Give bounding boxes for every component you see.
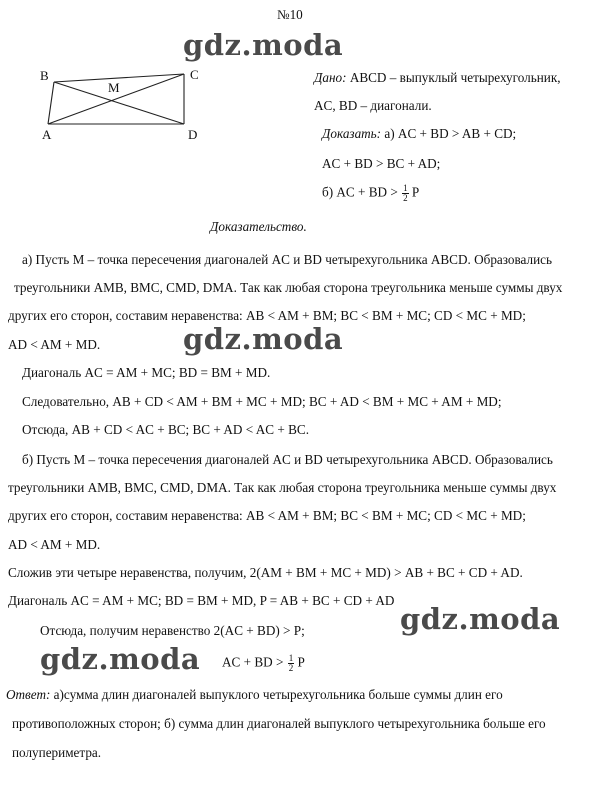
vertex-d-label: D xyxy=(188,127,198,142)
proof-line: AD < AM + MD. xyxy=(8,337,101,352)
watermark-top: gdz.moda xyxy=(183,28,344,62)
given-line-2: AC, BD – диагонали. xyxy=(314,98,432,113)
final-ineq-suffix: P xyxy=(297,654,305,670)
proof-line: Отсюда, AB + CD < AC + BC; BC + AD < AC + BC. xyxy=(22,422,309,437)
proof-line: б) Пусть M – точка пересечения диагоналей AC и BD четырехугольника ABCD. Образовались xyxy=(22,452,553,467)
prove-label: Доказать: xyxy=(322,126,382,141)
prove-b-prefix: б) AC + BD > xyxy=(322,184,398,200)
proof-line: Диагональ AC = AM + MC; BD = BM + MD, P = AB + BC + CD + AD xyxy=(8,593,395,608)
prove-text-1: а) AC + BD > AB + CD; xyxy=(384,126,517,141)
answer-line-3: полупериметра. xyxy=(12,745,102,760)
point-m-label: M xyxy=(108,80,120,95)
proof-line: а) Пусть M – точка пересечения диагоналей AC и BD четырехугольника ABCD. Образовались xyxy=(22,252,553,267)
proof-line: Следовательно, AB + CD < AM + BM + MC + MD; BC + AD < BM + MC + AM + MD; xyxy=(22,394,502,409)
proof-line: треугольники AMB, BMC, CMD, DMA. Так как любая сторона треугольника меньше суммы двух xyxy=(8,480,557,495)
final-ineq-numerator: 1 xyxy=(288,653,294,663)
answer-line-1 xyxy=(6,687,503,703)
answer-text-1: а)сумма длин диагоналей выпуклого четырехугольника больше суммы длин его xyxy=(53,687,503,702)
vertex-b-label: B xyxy=(40,68,49,83)
final-ineq-denominator: 2 xyxy=(288,663,294,673)
proof-line: других его сторон, составим неравенства: AB < AM + BM; BC < BM + MC; CD < MC + MD; xyxy=(8,508,526,523)
proof-line: Отсюда, получим неравенство 2(AC + BD) > P; xyxy=(40,623,305,638)
quadrilateral-diagram xyxy=(38,66,208,146)
watermark-middle: gdz.moda xyxy=(183,322,344,356)
final-ineq-prefix: AC + BD > xyxy=(222,654,284,670)
given-text-1: ABCD – выпуклый четырехугольник, xyxy=(349,70,561,85)
vertex-c-label: C xyxy=(190,67,199,82)
prove-line-3 xyxy=(322,184,419,203)
proof-line: AD < AM + MD. xyxy=(8,537,101,552)
prove-line-2: AC + BD > BC + AD; xyxy=(322,156,441,171)
proof-line: треугольники AMB, BMC, CMD, DMA. Так как любая сторона треугольника меньше суммы двух xyxy=(14,280,563,295)
prove-b-denominator: 2 xyxy=(403,193,408,203)
prove-b-numerator: 1 xyxy=(403,183,408,193)
proof-line: Диагональ AC = AM + MC; BD = BM + MD. xyxy=(22,365,271,380)
prove-b-fraction xyxy=(402,184,409,203)
final-inequality xyxy=(222,654,305,673)
prove-line-1 xyxy=(322,126,516,142)
answer-line-2: противоположных сторон; б) сумма длин диагоналей выпуклого четырехугольника больше его xyxy=(12,716,546,731)
given-line-1 xyxy=(314,70,561,86)
proof-line: Сложив эти четыре неравенства, получим, 2(AM + BM + MC + MD) > AB + BC + CD + AD. xyxy=(8,565,523,580)
proof-line: других его сторон, составим неравенства: AB < AM + BM; BC < BM + MC; CD < MC + MD; xyxy=(8,308,526,323)
prove-b-suffix: P xyxy=(411,184,420,200)
side-ab xyxy=(48,82,54,124)
watermark-right: gdz.moda xyxy=(400,602,561,636)
watermark-left: gdz.moda xyxy=(40,642,201,676)
answer-label: Ответ: xyxy=(6,687,51,702)
vertex-a-label: A xyxy=(42,127,52,142)
problem-number: №10 xyxy=(277,7,303,22)
given-label: Дано: xyxy=(314,70,347,85)
proof-title: Доказательство. xyxy=(210,219,307,234)
final-ineq-fraction xyxy=(288,654,295,673)
